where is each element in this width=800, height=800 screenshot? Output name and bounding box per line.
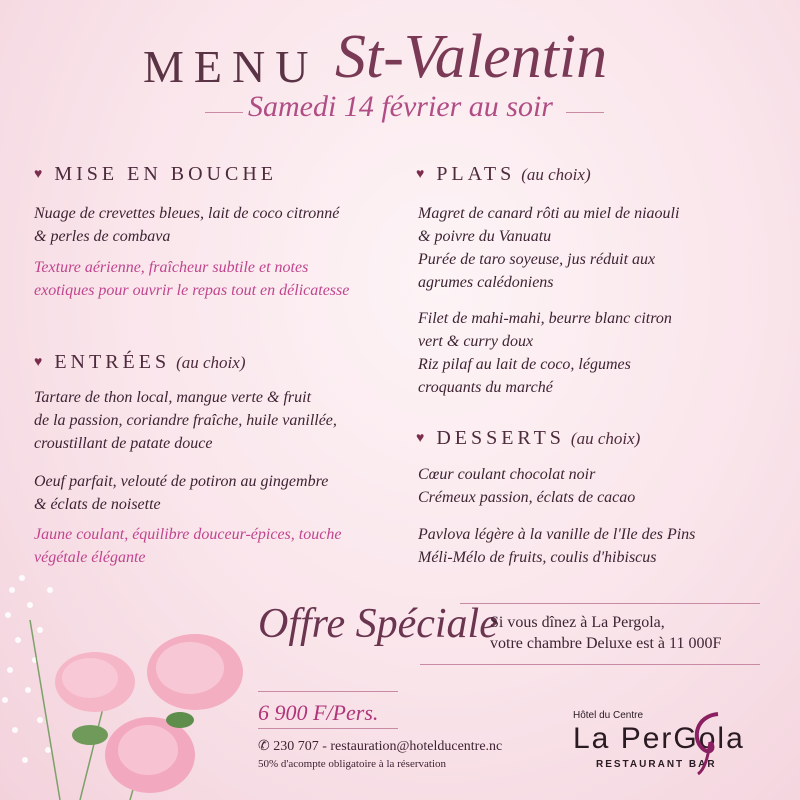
- price-divider-bottom: [258, 728, 398, 729]
- mise-en-bouche-description: Texture aérienne, fraîcheur subtile et notes exotiques pour ouvrir le repas tout en délicatesse: [34, 259, 350, 299]
- contact-line: ✆ 230 707 - restauration@hotelducentre.nc: [258, 739, 503, 754]
- logo-g-swash-icon: [686, 708, 726, 778]
- section-plats-title: ♥ PLATS (au choix): [416, 163, 591, 185]
- price-divider-top: [258, 691, 398, 692]
- section-desserts-title: ♥ DESSERTS (au choix): [416, 427, 641, 449]
- mise-en-bouche-item: Nuage de crevettes bleues, lait de coco citronné & perles de combava: [34, 205, 340, 245]
- subtitle-divider-right: [566, 112, 604, 113]
- section-mise-en-bouche-title: ♥ MISE EN BOUCHE: [34, 163, 277, 185]
- phone-icon: ✆: [258, 739, 270, 754]
- entrees-description: Jaune coulant, équilibre douceur-épices, touche végétale élégante: [34, 526, 342, 566]
- entrees-item-2: Oeuf parfait, velouté de potiron au gingembre & éclats de noisette: [34, 473, 329, 513]
- deposit-note: 50% d'acompte obligatoire à la réservation: [258, 758, 446, 770]
- logo-subtitle: RESTAURANT BAR: [596, 759, 717, 770]
- plats-item-1: Magret de canard rôti au miel de niaouli & poivre du Vanuatu Purée de taro soyeuse, jus réduit aux agrumes calédoniens: [418, 205, 680, 291]
- title-menu: MENU: [143, 41, 319, 92]
- subtitle: Samedi 14 février au soir: [248, 90, 553, 123]
- offer-text: Si vous dînez à La Pergola, votre chambre Deluxe est à 11 000F: [490, 614, 722, 652]
- carnation-flowers-decoration: [0, 560, 260, 800]
- heart-icon: ♥: [34, 167, 43, 182]
- logo-restaurant-name: La PerGola: [573, 722, 745, 755]
- logo-hotel-name: Hôtel du Centre: [573, 710, 644, 721]
- title-st-valentin: St-Valentin: [335, 23, 608, 91]
- desserts-item-2: Pavlova légère à la vanille de l'Ile des Pins Méli-Mélo de fruits, coulis d'hibiscus: [418, 526, 696, 566]
- heart-icon: ♥: [416, 167, 425, 182]
- heart-icon: ♥: [34, 355, 43, 370]
- offer-divider-top: [460, 603, 760, 604]
- entrees-item-1: Tartare de thon local, mangue verte & fruit de la passion, coriandre fraîche, huile vanillée, croustillant de patate douce: [34, 389, 337, 452]
- desserts-item-1: Cœur coulant chocolat noir Crémeux passion, éclats de cacao: [418, 466, 636, 506]
- section-entrees-title: ♥ ENTRÉES (au choix): [34, 351, 246, 373]
- offer-title: Offre Spéciale: [258, 601, 498, 647]
- plats-item-2: Filet de mahi-mahi, beurre blanc citron vert & curry doux Riz pilaf au lait de coco, légumes croquants du marché: [418, 310, 672, 396]
- subtitle-divider-left: [205, 112, 243, 113]
- offer-divider-bottom: [420, 664, 760, 665]
- price: 6 900 F/Pers.: [258, 700, 379, 725]
- heart-icon: ♥: [416, 431, 425, 446]
